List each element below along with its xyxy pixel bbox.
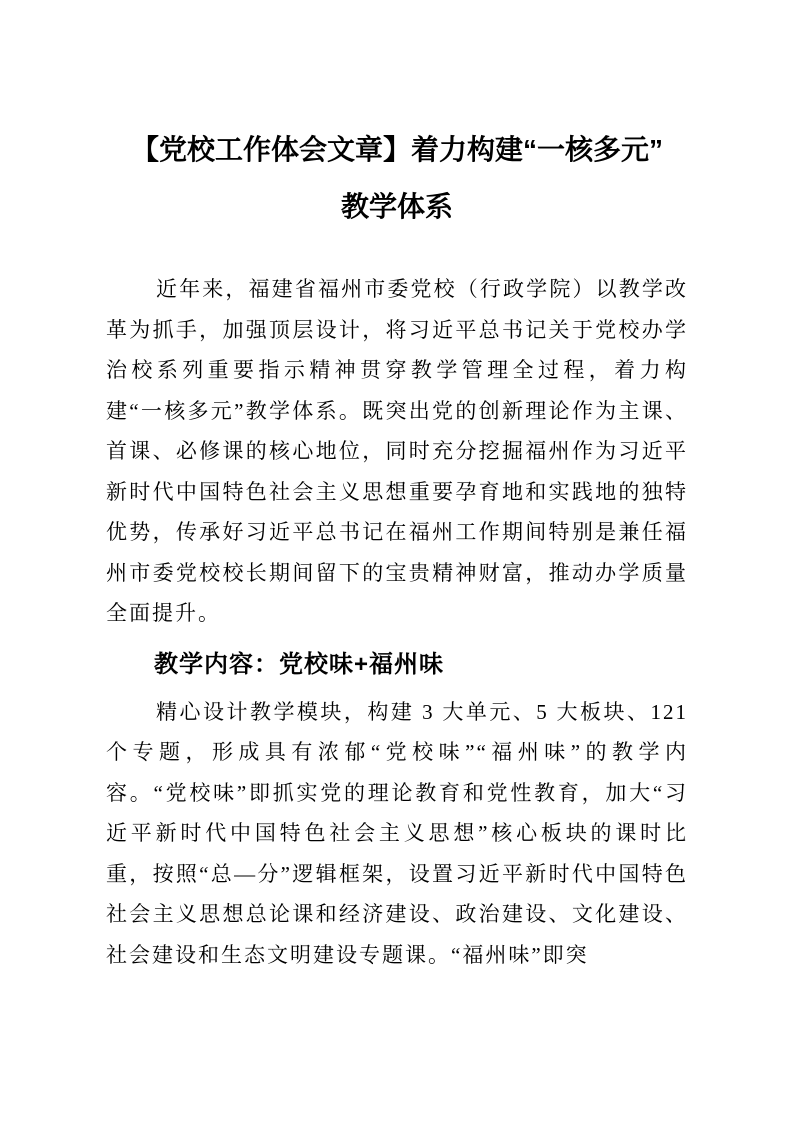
document-title: [106, 121, 688, 235]
paragraph-overview: 近年来，福建省福州市委党校（行政学院）以教学改革为抓手，加强顶层设计，将习近平总书记关于党校办学治校系列重要指示精神贯穿教学管理全过程，着力构建“一核多元”教学体系。既突出党的创新理论作为主课、首课、必修课的核心地位，同时充分挖掘福州作为习近平新时代中国特色社会主义思想重要孕育地和实践地的独特优势，传承好习近平总书记在福州工作期间特别是兼任福州市委党校校长期间留下的宝贵精神财富，推动办学质量全面提升。: [106, 277, 688, 625]
section-heading-teaching-content: 教学内容：党校味+福州味: [154, 650, 445, 678]
document-title-line-2: 教学体系: [340, 191, 453, 222]
paragraph-teaching-modules: 精心设计教学模块，构建 3 大单元、5 大板块、121 个专题，形成具有浓郁“党校味”“福州味”的教学内容。“党校味”即抓实党的理论教育和党性教育，加大“习近平新时代中国特色社会主义思想”核心板块的课时比重，按照“总—分”逻辑框架，设置习近平新时代中国特色社会主义思想总论课和经济建设、政治建设、文化建设、社会建设和生态文明建设专题课。“福州味”即突: [106, 699, 688, 967]
document-title-line-1: 【党校工作体会文章】着力构建“一核多元”: [130, 134, 663, 165]
